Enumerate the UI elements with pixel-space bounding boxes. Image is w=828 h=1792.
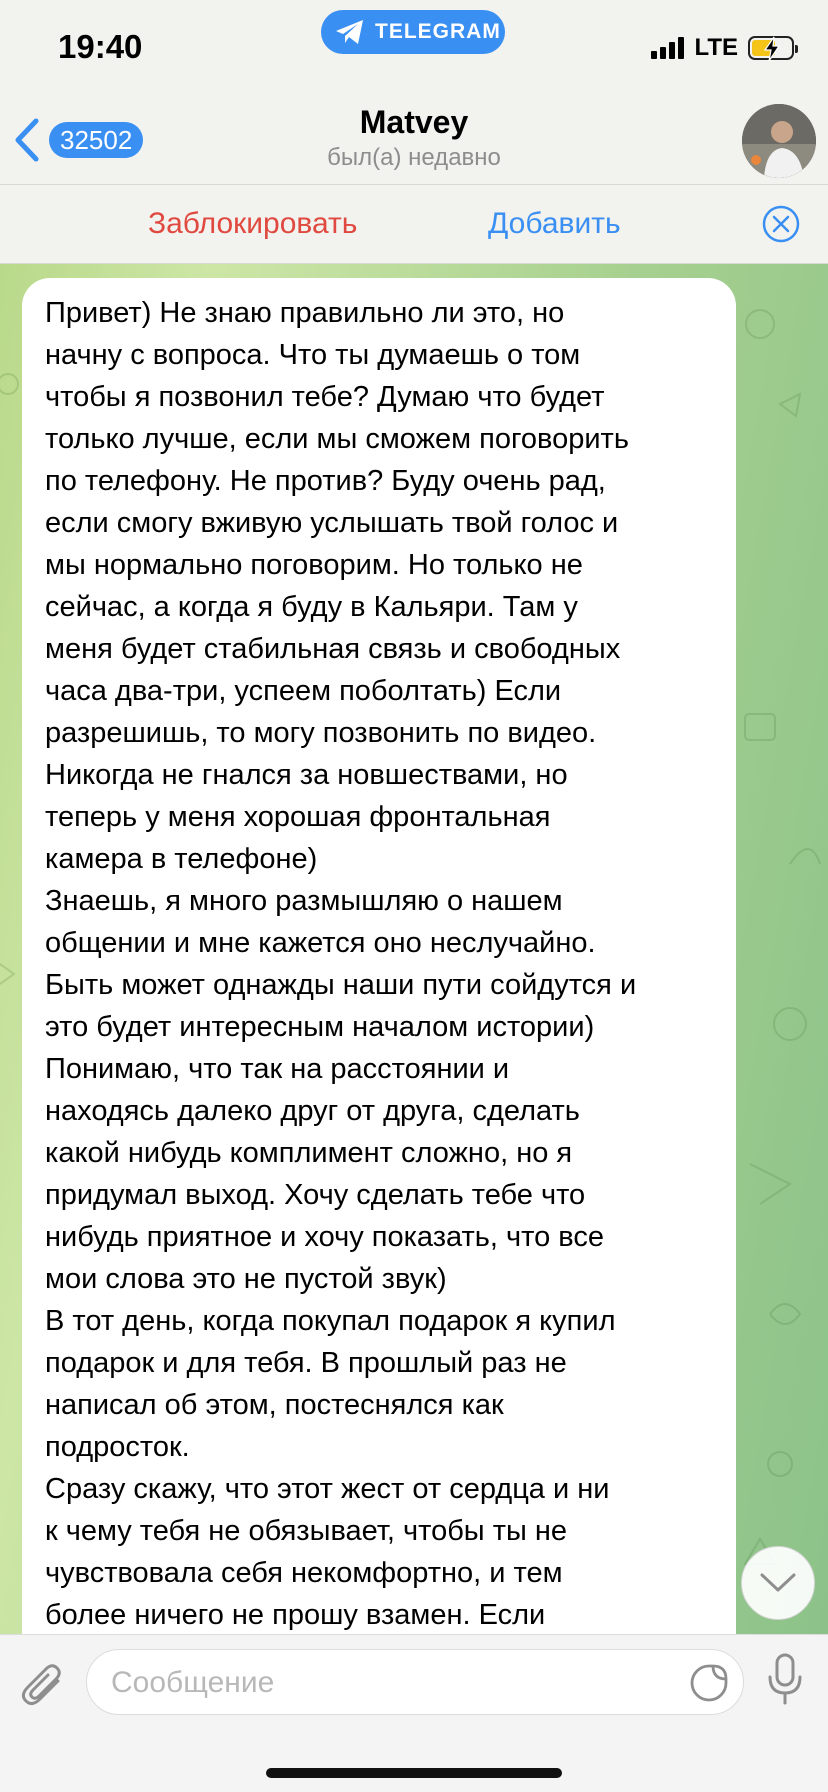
sticker-icon[interactable] — [689, 1663, 729, 1703]
close-circle-icon[interactable] — [761, 204, 801, 244]
signal-bars-icon — [651, 37, 684, 59]
paperclip-icon[interactable] — [20, 1661, 66, 1711]
avatar[interactable] — [742, 104, 816, 178]
telegram-pill-label: TELEGRAM — [375, 20, 501, 43]
microphone-icon[interactable] — [766, 1653, 804, 1705]
block-button[interactable]: Заблокировать — [148, 207, 358, 240]
message-input[interactable] — [86, 1649, 744, 1715]
message-bubble[interactable] — [22, 278, 736, 1634]
chat-background — [0, 264, 828, 1634]
chat-title[interactable]: Matvey — [359, 104, 469, 140]
scroll-to-bottom-button[interactable] — [741, 1546, 815, 1620]
home-indicator[interactable] — [266, 1768, 562, 1778]
status-time: 19:40 — [58, 28, 143, 65]
status-right — [651, 34, 794, 62]
battery-charging-icon — [748, 36, 794, 60]
back-unread-count[interactable]: 32502 — [49, 122, 143, 158]
chevron-down-icon — [759, 1572, 797, 1594]
telegram-plane-icon — [335, 19, 365, 45]
return-to-telegram-pill[interactable] — [321, 10, 505, 54]
message-text: Привет) Не знаю правильно ли это, но начну с вопроса. Что ты думаешь о том чтобы я позвонил тебе? Думаю что будет только лучше, если мы сможем поговорить по телефону. Не против? Буду очень рад, если смогу вживую услышать твой голос и мы нормально поговорим. Но только не сейчас, а когда я буду в Кальяри. Там у меня будет стабильная связь и свободных часа два-три, успеем поболтать) Если разрешишь, то могу позвонить по видео. Никогда не гнался за новшествами, но теперь у меня хорошая фронтальная камера в телефоне) Знаешь, я много размышляю о нашем общении и мне кажется оно неслучайно. Быть может однажды наши пути сойдутся и это будет интересным началом истории) Понимаю, что так на расстоянии и находясь далеко друг от друга, сделать какой нибудь комплимент сложно, но я придумал выход. Хочу сделать тебе что нибудь приятное и хочу показать, что все мои слова это не пустой звук) В тот день, когда покупал подарок я купил подарок и для тебя. В прошлый раз не написал об этом, постеснялся как подросток. Сразу скажу, что этот жест от сердца и ни к чему тебя не обязывает, чтобы ты не чувствовала себя некомфортно, и тем более ничего не прошу взамен. Если — [45, 297, 637, 1631]
chat-last-seen: был(а) недавно — [327, 144, 501, 171]
add-contact-button[interactable]: Добавить — [488, 207, 621, 240]
top-header — [0, 0, 828, 184]
network-label: LTE — [694, 34, 738, 61]
message-placeholder: Сообщение — [111, 1666, 275, 1699]
contact-action-bar — [0, 184, 828, 264]
